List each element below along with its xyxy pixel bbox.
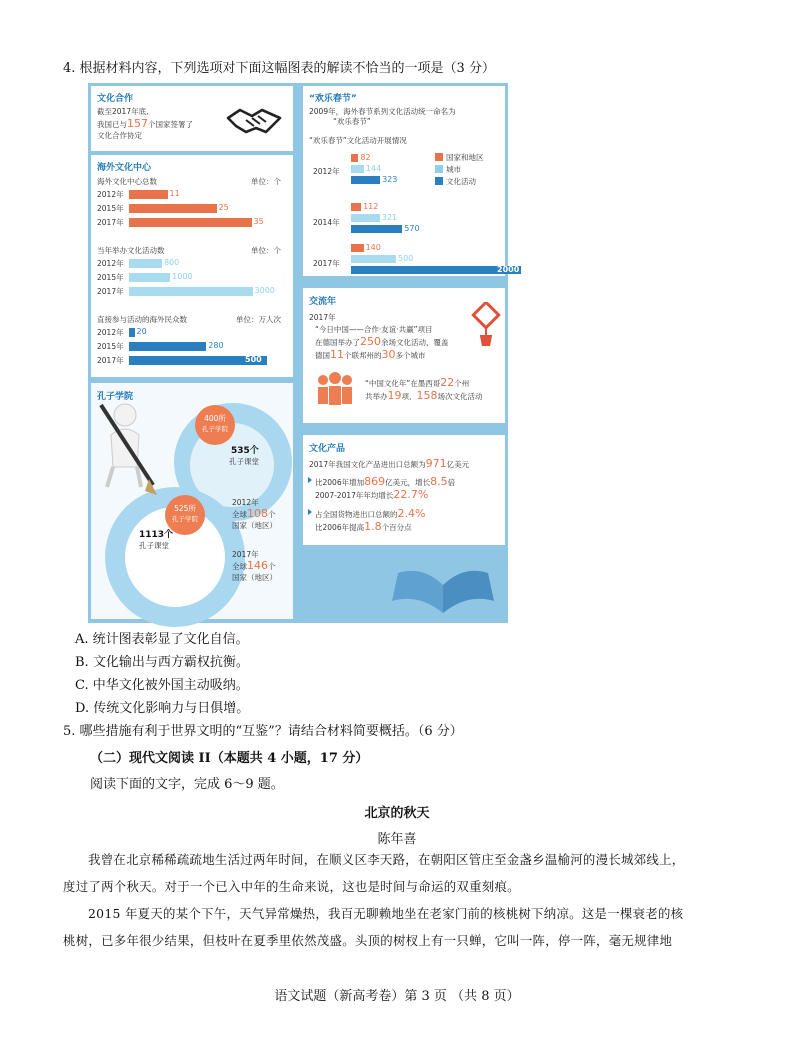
bar xyxy=(129,328,135,337)
exchange-year: 2017年 xyxy=(309,313,336,322)
products-l1: 2017年我国文化产品进出口总额为971亿美元 xyxy=(309,457,470,470)
exchange-l1: “今日中国——合作·友谊·共赢”项目 xyxy=(315,325,433,334)
sec1-label: 海外文化中心总数 xyxy=(97,177,157,186)
year-label: 2015年 xyxy=(97,204,124,213)
bar xyxy=(129,204,217,213)
year-label: 2017年 xyxy=(313,259,340,268)
year-label: 2012年 xyxy=(313,167,340,176)
year-label: 2015年 xyxy=(97,273,124,282)
bar xyxy=(129,342,206,351)
year-label: 2012年 xyxy=(97,328,124,337)
y2012-tail: 国家（地区） xyxy=(232,521,277,530)
c2017-class-label: 孔子课堂 xyxy=(139,541,169,550)
bar-value: 800 xyxy=(163,258,180,267)
legend-swatch-countries xyxy=(435,153,443,161)
paragraph-1-line-2: 度过了两个秋天。对于一个已入中年的生命来说，这也是时间与命运的双重刻痕。 xyxy=(63,879,520,894)
bar xyxy=(351,214,380,222)
bar xyxy=(351,165,364,173)
y2012-label: 2012年 xyxy=(232,498,259,507)
chinese-knot-icon xyxy=(471,302,501,346)
sec3-unit: 单位：万人次 xyxy=(236,315,281,324)
section-heading: （二）现代文阅读 II（本题共 4 小题，17 分） xyxy=(90,751,369,766)
year-label: 2015年 xyxy=(97,342,124,351)
reading-instruction: 阅读下面的文字，完成 6～9 题。 xyxy=(90,777,284,792)
bar-value: 500 xyxy=(245,355,262,364)
spring-desc2: “欢乐春节” xyxy=(333,117,371,126)
culture-coop-count: 157 xyxy=(127,117,148,130)
spring-desc1: 2009年，海外春节系列文化活动统一命名为 xyxy=(309,107,456,116)
bar xyxy=(129,259,162,268)
y2017-label: 2017年 xyxy=(232,550,259,559)
article-title: 北京的秋天 xyxy=(364,806,430,821)
year-label: 2012年 xyxy=(97,259,124,268)
article-author: 陈年喜 xyxy=(377,832,417,847)
bar xyxy=(351,176,380,184)
people-group-icon xyxy=(313,372,357,406)
bar-value: 2000 xyxy=(497,265,520,274)
bar xyxy=(351,203,361,211)
culture-coop-line2: 我国已与157个国家签署了 xyxy=(97,117,193,130)
bar xyxy=(129,218,252,227)
sec3-label: 直接参与活动的海外民众数 xyxy=(97,315,187,324)
y2017-tail: 国家（地区） xyxy=(232,573,277,582)
paragraph-2-line-1: 2015 年夏天的某个下午，天气异常燥热，我百无聊赖地坐在老家门前的核桃树下纳凉。这是一棵衰老的核 xyxy=(88,906,684,921)
bar-value: 280 xyxy=(208,341,224,350)
exchange-title: 交流年 xyxy=(309,297,337,307)
exchange-l3: 德国11个联邦州的30多个城市 xyxy=(315,348,426,361)
culture-coop-line3: 文化合作协定 xyxy=(97,131,142,140)
spring-title: “欢乐春节” xyxy=(309,94,357,104)
bar xyxy=(351,225,402,233)
legend-swatch-events xyxy=(435,177,443,185)
bar-value: 140 xyxy=(365,243,381,252)
sec2-unit: 单位：个 xyxy=(251,246,281,255)
bar-value: 144 xyxy=(365,164,382,173)
exchange-l4: “中国文化年”在墨西哥22个州 xyxy=(365,376,470,389)
badge-2017-inst: 525所 孔子学院 xyxy=(165,495,205,535)
overseas-title: 海外文化中心 xyxy=(97,163,152,173)
exchange-l2: 在德国举办了250余场文化活动，覆盖 xyxy=(315,335,449,348)
bar-value: 11 xyxy=(169,189,180,198)
bar xyxy=(351,266,521,274)
products-panel xyxy=(303,435,505,545)
infographic xyxy=(88,83,520,623)
bar xyxy=(129,287,253,296)
option-a: A. 统计图表彰显了文化自信。 xyxy=(75,632,249,647)
legend-cities: 城市 xyxy=(446,165,461,174)
open-book-icon xyxy=(388,553,498,619)
bar xyxy=(351,255,396,263)
spring-festival-panel xyxy=(303,86,520,276)
bar-value: 500 xyxy=(398,254,414,263)
paragraph-2-line-2: 桃树，已多年很少结果，但枝叶在夏季里依然茂盛。头顶的树杈上有一只蝉，它叫一阵，停一阵，毫无规律地 xyxy=(63,933,673,948)
bar-value: 3000 xyxy=(254,286,275,295)
arrow-icon xyxy=(308,477,312,483)
y2012-count: 全球108个 xyxy=(232,507,276,520)
bar-value: 35 xyxy=(253,217,264,226)
option-d: D. 传统文化影响力与日俱增。 xyxy=(75,701,250,716)
brush-figure-icon xyxy=(97,401,159,497)
products-title: 文化产品 xyxy=(309,444,346,454)
bar-value: 112 xyxy=(363,202,379,211)
sec1-unit: 单位：个 xyxy=(251,177,281,186)
year-label: 2012年 xyxy=(97,190,124,199)
products-l5: 比2006年提高1.8个百分点 xyxy=(315,520,412,533)
option-b: B. 文化输出与西方霸权抗衡。 xyxy=(75,655,249,670)
exchange-l5: 共举办19项、158场次文化活动 xyxy=(365,389,483,402)
year-label: 2017年 xyxy=(97,287,124,296)
sec2-label: 当年举办文化活动数 xyxy=(97,246,165,255)
y2017-count: 全球146个 xyxy=(232,559,276,572)
confucius-panel xyxy=(91,383,293,619)
overseas-centers-panel xyxy=(91,155,293,377)
confucius-title: 孔子学院 xyxy=(97,392,134,402)
culture-coop-panel xyxy=(91,86,293,151)
bar-value: 20 xyxy=(136,327,147,336)
c2012-class-label: 孔子课堂 xyxy=(229,457,259,466)
bar xyxy=(129,273,170,282)
products-l2: 比2006年增加869亿美元，增长8.5倍 xyxy=(315,475,456,488)
bar-value: 321 xyxy=(381,213,398,222)
year-label: 2017年 xyxy=(97,356,124,365)
bar-value: 25 xyxy=(218,203,229,212)
bar xyxy=(351,244,364,252)
arrow-icon xyxy=(308,509,312,515)
c2017-class: 1113个 xyxy=(139,530,174,540)
c2012-class: 535个 xyxy=(231,446,259,456)
products-l4: 占全国货物进出口总额的2.4% xyxy=(315,507,426,520)
badge-2012-inst: 400所 孔子学院 xyxy=(195,405,235,445)
bar-value: 570 xyxy=(404,224,420,233)
year-label: 2014年 xyxy=(313,218,340,227)
bar xyxy=(129,190,168,199)
question-4: 4. 根据材料内容，下列选项对下面这幅图表的解读不恰当的一项是（3 分） xyxy=(63,61,495,76)
paragraph-1-line-1: 我曾在北京稀稀疏疏地生活过两年时间，在顺义区李天路，在朝阳区管庄至金盏乡温榆河的漫长城郊线上， xyxy=(88,852,685,867)
spring-subtitle: “欢乐春节”文化活动开展情况 xyxy=(309,136,407,145)
bar-value: 1000 xyxy=(172,272,193,281)
culture-coop-line1: 截至2017年底, xyxy=(97,107,149,116)
legend-swatch-cities xyxy=(435,165,443,173)
option-c: C. 中华文化被外国主动吸纳。 xyxy=(75,678,249,693)
legend-events: 文化活动 xyxy=(446,177,476,186)
question-5: 5. 哪些措施有利于世界文明的“互鉴”？请结合材料简要概括。（6 分） xyxy=(63,724,463,739)
products-l3: 2007-2017年年均增长22.7% xyxy=(315,488,429,501)
year-label: 2017年 xyxy=(97,218,124,227)
bar-value: 323 xyxy=(382,175,398,184)
bar-value: 82 xyxy=(360,153,371,162)
bar xyxy=(351,154,358,162)
handshake-icon xyxy=(226,106,282,136)
culture-coop-title: 文化合作 xyxy=(97,94,134,104)
legend-countries: 国家和地区 xyxy=(446,153,484,162)
page-footer: 语文试题（新高考卷）第 3 页 （共 8 页） xyxy=(274,989,520,1004)
exchange-year-panel xyxy=(303,288,505,423)
